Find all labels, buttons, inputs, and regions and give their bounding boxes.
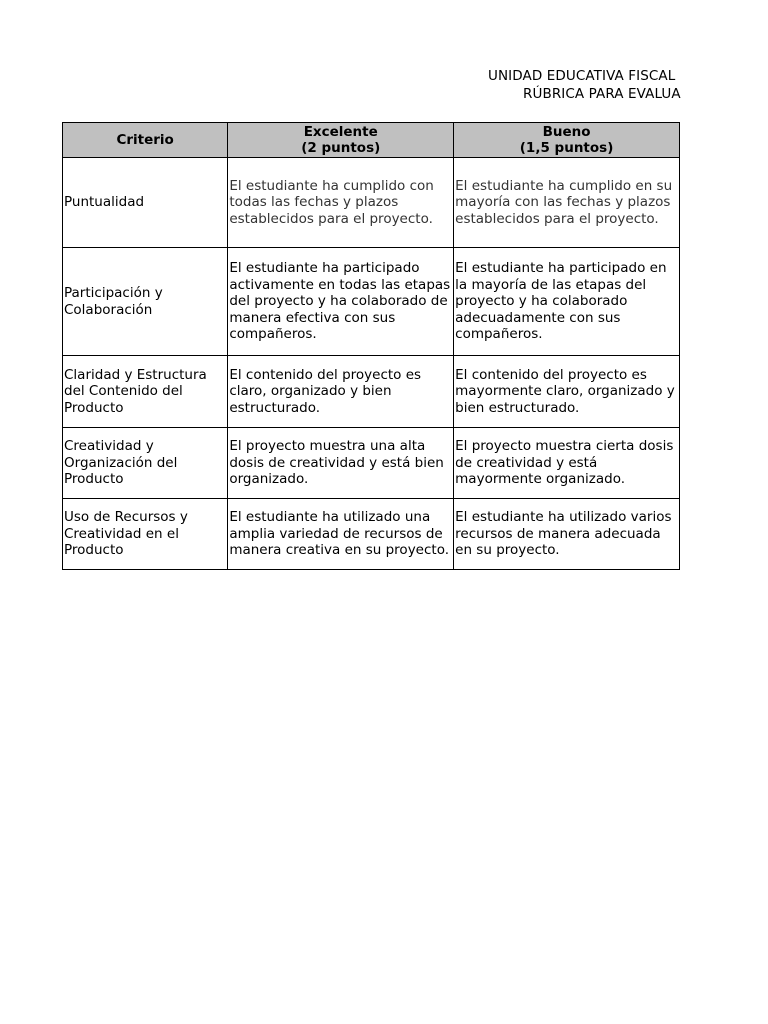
column-header-bueno xyxy=(454,123,680,158)
column-title: Bueno xyxy=(542,123,591,140)
column-header-criterio xyxy=(63,123,228,158)
column-subtitle: (1,5 puntos) xyxy=(519,140,614,156)
school-name-header: UNIDAD EDUCATIVA FISCAL xyxy=(488,68,676,84)
excelente-cell: El estudiante ha participado activamente en todas las etapas del proyecto y ha colaborado de manera efectiva con sus compañeros. xyxy=(228,248,454,356)
bueno-cell: El estudiante ha utilizado varios recursos de manera adecuada en su proyecto. xyxy=(454,499,680,570)
rubric-table xyxy=(62,122,680,570)
excelente-cell: El estudiante ha utilizado una amplia variedad de recursos de manera creativa en su proyecto. xyxy=(228,499,454,570)
criterio-cell: Participación y Colaboración xyxy=(63,248,228,356)
column-header-excelente xyxy=(228,123,454,158)
table-row xyxy=(63,248,680,356)
criterio-cell: Creatividad y Organización del Producto xyxy=(63,428,228,499)
criterio-cell: Claridad y Estructura del Contenido del Producto xyxy=(63,356,228,428)
excelente-cell: El proyecto muestra una alta dosis de creatividad y está bien organizado. xyxy=(228,428,454,499)
column-title: Excelente xyxy=(303,123,378,140)
bueno-cell: El estudiante ha cumplido en su mayoría con las fechas y plazos establecidos para el proyecto. xyxy=(454,158,680,248)
table-row xyxy=(63,356,680,428)
bueno-cell: El proyecto muestra cierta dosis de creatividad y está mayormente organizado. xyxy=(454,428,680,499)
criterio-cell: Uso de Recursos y Creatividad en el Producto xyxy=(63,499,228,570)
table-row xyxy=(63,158,680,248)
bueno-cell: El contenido del proyecto es mayormente claro, organizado y bien estructurado. xyxy=(454,356,680,428)
rubric-title-header: RÚBRICA PARA EVALUA xyxy=(523,86,681,102)
column-title: Criterio xyxy=(116,131,174,148)
column-subtitle: (2 puntos) xyxy=(301,140,381,156)
table-row xyxy=(63,499,680,570)
excelente-cell: El contenido del proyecto es claro, organizado y bien estructurado. xyxy=(228,356,454,428)
table-row xyxy=(63,428,680,499)
table-header-row xyxy=(63,123,680,158)
excelente-cell: El estudiante ha cumplido con todas las fechas y plazos establecidos para el proyecto. xyxy=(228,158,454,248)
bueno-cell: El estudiante ha participado en la mayoría de las etapas del proyecto y ha colaborado adecuadamente con sus compañeros. xyxy=(454,248,680,356)
criterio-cell: Puntualidad xyxy=(63,158,228,248)
